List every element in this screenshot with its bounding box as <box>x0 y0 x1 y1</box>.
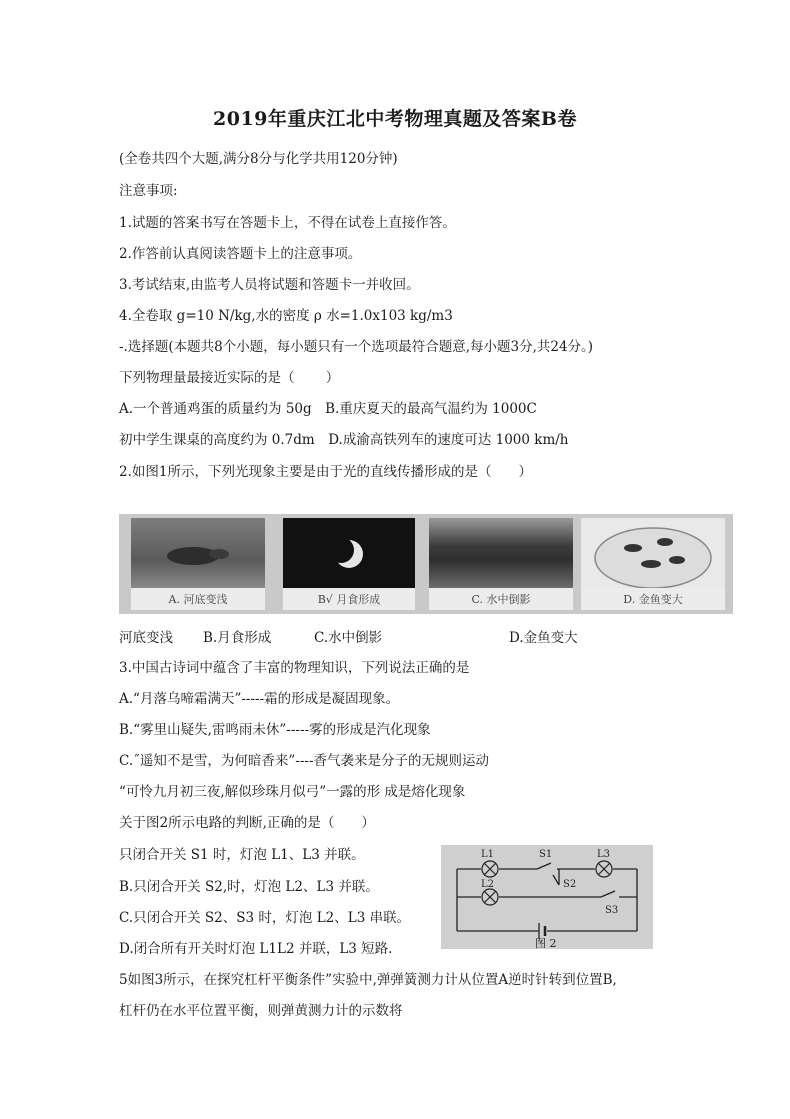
question-4-option-b: B.只闭合开关 S2,时，灯泡 L2、L3 并联。 <box>119 879 379 895</box>
question-4-option-c: C.只闭合开关 S2、S3 时，灯泡 L2、L3 串联。 <box>119 910 411 926</box>
circuit-label-s1: S1 <box>539 849 553 860</box>
photo-b <box>283 518 415 610</box>
q2-option-d: D.金鱼变大 <box>509 630 578 646</box>
photo-c <box>429 518 573 610</box>
page-title: 2019年重庆江北中考物理真题及答案B卷 <box>213 108 577 130</box>
notice-heading: 注意事项: <box>119 183 178 199</box>
question-3-option-d: “可怜九月初三夜,解似珍珠月似弓”一露的形 成是熔化现象 <box>119 784 466 800</box>
question-4-option-d: D.闭合所有开关时灯泡 L1L2 并联，L3 短路. <box>119 941 393 957</box>
section-heading: -.选择题(本题共8个小题，每小题只有一个选项最符合题意,每小题3分,共24分。) <box>119 339 594 355</box>
question-1: 下列物理量最接近实际的是（ ） <box>119 370 340 386</box>
question-3: 3.中国古诗词中蕴含了丰富的物理知识，下列说法正确的是 <box>119 660 470 676</box>
lamp-icon <box>482 861 612 905</box>
circuit-label-l1: L1 <box>481 849 495 860</box>
question-1-options-cd: 初中学生课桌的高度约为 0.7dm D.成渝高铁列车的速度可达 1000 km/h <box>119 432 569 448</box>
notice-item-3: 3.考试结束,由监考人员将试题和答题卡一并收回。 <box>119 277 420 293</box>
question-4-option-a: 只闭合开关 S1 时，灯泡 L1、L3 并联。 <box>119 847 365 863</box>
question-1-options-ab: A.一个普通鸡蛋的质量约为 50g B.重庆夏天的最高气温约为 1000C <box>119 401 537 417</box>
photo-a-caption: A. 河底变浅 <box>131 588 265 610</box>
figure-1-photos <box>119 514 733 614</box>
question-3-option-a: A.“月落乌啼霜满天”-----霜的形成是凝固现象。 <box>119 691 400 707</box>
exam-note: (全卷共四个大题,满分8分与化学共用120分钟) <box>119 151 398 167</box>
water-reflection-image <box>429 518 573 588</box>
question-3-option-b: B.“雾里山疑失,雷鸣雨未休”-----雾的形成是汽化现象 <box>119 722 431 738</box>
circuit-label-s3: S3 <box>605 905 619 916</box>
figure-2-circuit <box>441 845 653 949</box>
q2-option-a: 河底变浅 <box>119 630 173 646</box>
photo-d <box>581 518 725 610</box>
q2-option-c: C.水中倒影 <box>314 630 383 646</box>
photo-d-caption: D. 金鱼变大 <box>581 588 725 610</box>
notice-item-2: 2.作答前认真阅读答题卡上的注意事项。 <box>119 246 362 262</box>
circuit-label-l2: L2 <box>481 879 495 890</box>
circuit-label-l3: L3 <box>597 849 611 860</box>
notice-item-4: 4.全卷取 g=10 N/kg,水的密度 ρ 水=1.0x103 kg/m3 <box>119 308 453 324</box>
question-4: 关于图2所示电路的判断,正确的是（ ） <box>119 815 375 831</box>
goldfish-bowl-image <box>581 518 725 588</box>
riverbed-image <box>131 518 265 588</box>
q2-option-b: B.月食形成 <box>203 630 272 646</box>
question-5: 5如图3所示，在探究杠杆平衡条件”实验中,弹弹簧测力计从位置A逆时针转到位置B, <box>119 972 617 988</box>
photo-b-caption: B√ 月食形成 <box>283 588 415 610</box>
photo-a <box>131 518 265 610</box>
circuit-label-s2: S2 <box>563 879 577 890</box>
question-3-option-c: C.˝遥知不是雪，为何暗香来”----香气袭来是分子的无规则运动 <box>119 753 490 769</box>
notice-item-1: 1.试题的答案书写在答题卡上，不得在试卷上直接作答。 <box>119 215 456 231</box>
question-5-continued: 杠杆仍在水平位置平衡，则弹黄测力计的示数将 <box>119 1003 403 1019</box>
lunar-eclipse-image <box>283 518 415 588</box>
question-2: 2.如图1所示，下列光现象主要是由于光的直线传播形成的是（ ） <box>119 464 532 480</box>
figure-2-caption: 图 2 <box>535 937 557 949</box>
photo-c-caption: C. 水中倒影 <box>429 588 573 610</box>
